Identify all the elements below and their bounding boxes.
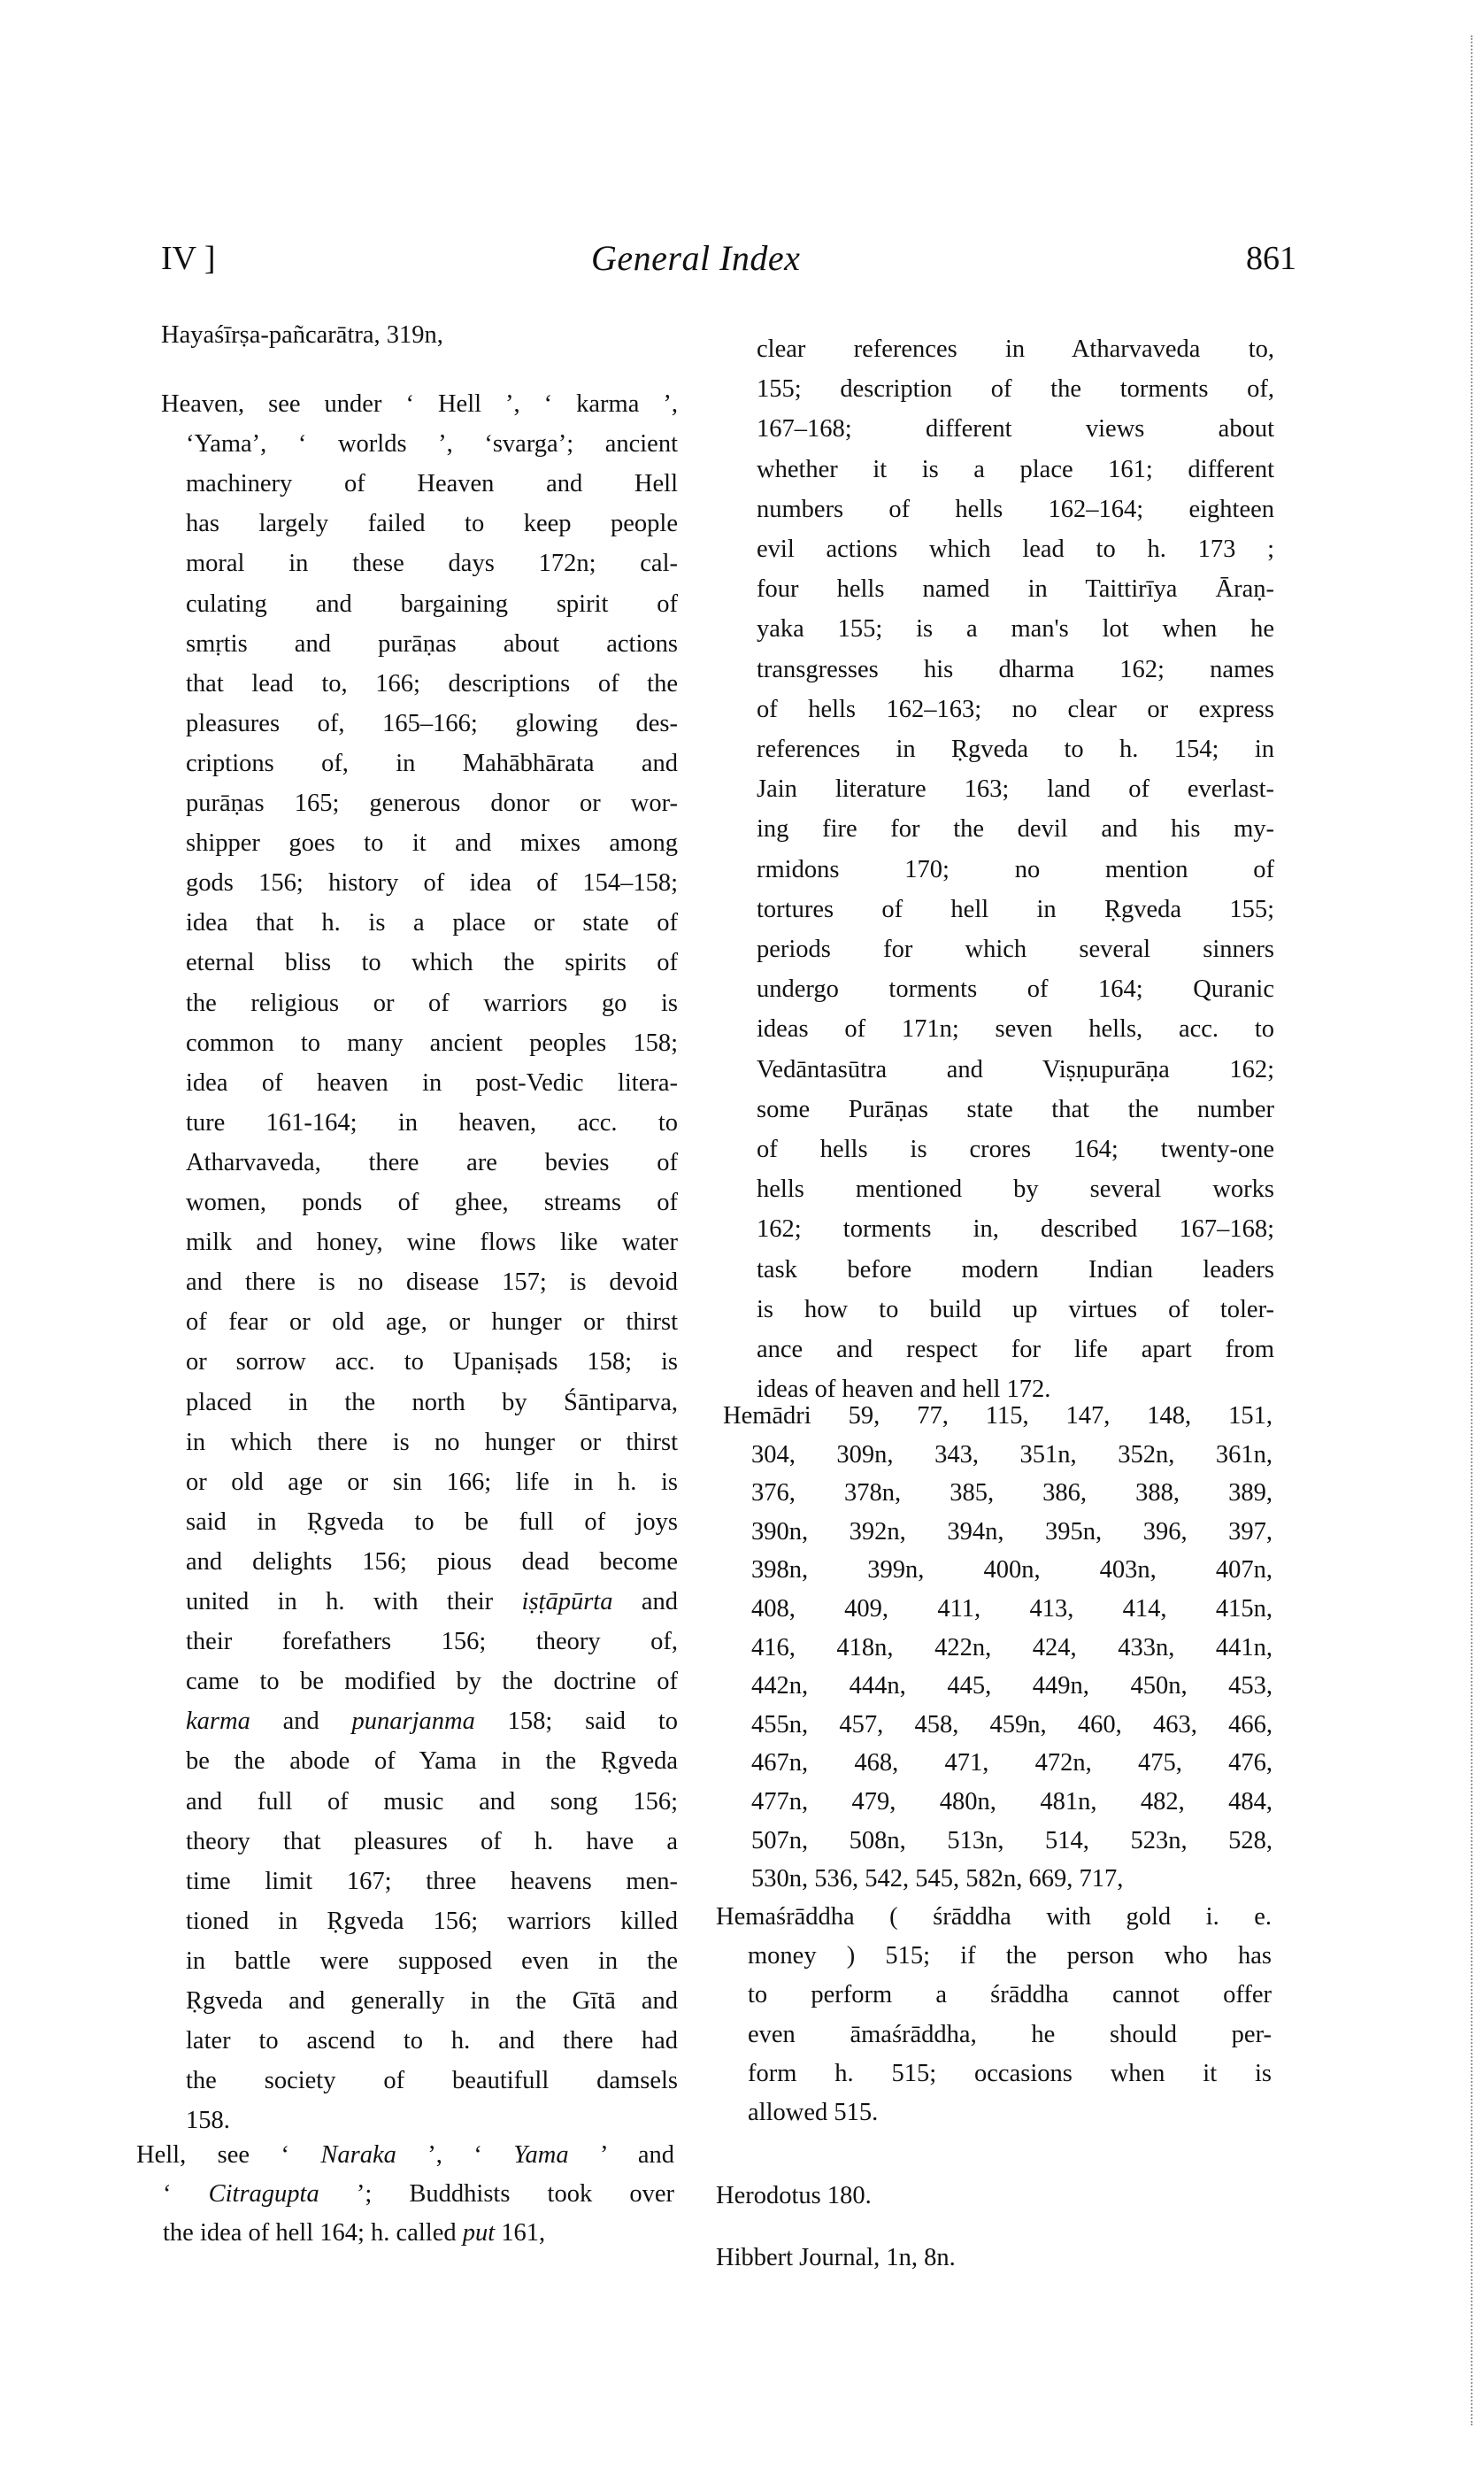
index-entry-headline: Hemaśrāddha ( śrāddha with gold i. e. <box>716 1903 1272 1931</box>
index-entry-headline: Hayaśīrṣa-pañcarātra, 319n, <box>161 321 443 349</box>
index-entry-line: the idea of hell 164; h. called put 161, <box>163 2219 546 2247</box>
index-entry-line: milk and honey, wine flows like water <box>186 1229 678 1257</box>
index-entry-line: has largely failed to keep people <box>186 510 678 538</box>
index-entry-line: machinery of Heaven and Hell <box>186 470 678 498</box>
index-entry-line: ‘Yama’, ‘ worlds ’, ‘svarga’; ancient <box>186 430 678 459</box>
index-entry-line: even āmaśrāddha, he should per- <box>748 2020 1272 2048</box>
index-entry-line: some Purāṇas state that the number <box>757 1095 1274 1123</box>
index-entry-line: the society of beautifull damsels <box>186 2067 678 2095</box>
index-entry-line: ture 161-164; in heaven, acc. to <box>186 1108 678 1137</box>
index-entry-line: the religious or of warriors go is <box>186 989 678 1017</box>
index-entry-line: ‘ Citragupta ’; Buddhists took over <box>163 2180 674 2208</box>
index-entry-line: 530n, 536, 542, 545, 582n, 669, 717, <box>751 1865 1124 1893</box>
index-entry-line: four hells named in Taittirīya Āraṇ- <box>757 575 1274 604</box>
index-entry-line: 158. <box>186 2107 230 2135</box>
running-title: General Index <box>591 238 801 278</box>
index-entry-line: 416, 418n, 422n, 424, 433n, 441n, <box>751 1633 1273 1661</box>
index-entry-line: 455n, 457, 458, 459n, 460, 463, 466, <box>751 1710 1273 1738</box>
index-entry-headline: Hibbert Journal, 1n, 8n. <box>716 2244 956 2271</box>
index-entry-line: theory that pleasures of h. have a <box>186 1827 678 1855</box>
index-entry-line: time limit 167; three heavens men- <box>186 1867 678 1895</box>
index-entry-line: rmidons 170; no mention of <box>757 855 1274 883</box>
index-entry-line: 442n, 444n, 445, 449n, 450n, 453, <box>751 1672 1273 1700</box>
index-entry-line: later to ascend to h. and there had <box>186 2027 678 2055</box>
index-entry-line: idea of heaven in post-Vedic litera- <box>186 1068 678 1097</box>
index-entry-line: Jain literature 163; land of everlast- <box>757 775 1274 804</box>
index-entry-headline: clear references in Atharvaveda to, <box>757 335 1274 363</box>
index-entry-line: money ) 515; if the person who has <box>748 1942 1272 1970</box>
index-entry-line: and delights 156; pious dead become <box>186 1547 678 1576</box>
index-entry-line: gods 156; history of idea of 154–158; <box>186 869 678 898</box>
index-entry-line: 507n, 508n, 513n, 514, 523n, 528, <box>751 1826 1273 1854</box>
index-entry-line: or old age or sin 166; life in h. is <box>186 1468 678 1496</box>
scan-edge-line <box>1471 35 1472 2425</box>
index-entry-line: 467n, 468, 471, 472n, 475, 476, <box>751 1749 1273 1777</box>
index-entry-line: placed in the north by Śāntiparva, <box>186 1388 678 1416</box>
index-entry-line: Ṛgveda and generally in the Gītā and <box>186 1987 678 2015</box>
index-entry-line: ideas of 171n; seven hells, acc. to <box>757 1015 1274 1044</box>
index-entry-line: came to be modified by the doctrine of <box>186 1668 678 1696</box>
index-entry-line: eternal bliss to which the spirits of <box>186 949 678 977</box>
index-entry-line: shipper goes to it and mixes among <box>186 829 678 858</box>
index-entry-line: ing fire for the devil and his my- <box>757 815 1274 844</box>
index-entry-line: tortures of hell in Ṛgveda 155; <box>757 895 1274 923</box>
index-entry-line: Vedāntasūtra and Viṣṇupurāṇa 162; <box>757 1055 1274 1083</box>
index-entry-line: periods for which several sinners <box>757 936 1274 963</box>
index-entry-line: of fear or old age, or hunger or thirst <box>186 1308 678 1337</box>
index-entry-line: is how to build up virtues of toler- <box>757 1295 1274 1323</box>
index-entry-line: criptions of, in Mahābhārata and <box>186 749 678 777</box>
index-entry-line: moral in these days 172n; cal- <box>186 550 678 578</box>
index-entry-line: 408, 409, 411, 413, 414, 415n, <box>751 1595 1273 1623</box>
index-entry-line: undergo torments of 164; Quranic <box>757 975 1274 1004</box>
index-entry-line: common to many ancient peoples 158; <box>186 1029 678 1057</box>
index-entry-line: hells mentioned by several works <box>757 1176 1274 1204</box>
index-entry-line: of hells is crores 164; twenty-one <box>757 1136 1274 1163</box>
index-entry-line: women, ponds of ghee, streams of <box>186 1189 678 1216</box>
index-entry-line: of hells 162–163; no clear or express <box>757 695 1274 723</box>
index-entry-line: ance and respect for life apart from <box>757 1336 1274 1363</box>
index-entry-line: evil actions which lead to h. 173 ; <box>757 536 1274 563</box>
index-entry-headline: Hell, see ‘ Naraka ’, ‘ Yama ’ and <box>136 2141 674 2169</box>
index-entry-headline: Hemādri 59, 77, 115, 147, 148, 151, <box>723 1402 1273 1430</box>
index-entry-line: culating and bargaining spirit of <box>186 590 678 618</box>
index-entry-line: 155; description of the torments of, <box>757 375 1274 404</box>
index-entry-line: ideas of heaven and hell 172. <box>757 1376 1051 1404</box>
page-number: 861 <box>1246 240 1296 277</box>
index-entry-line: and full of music and song 156; <box>186 1787 678 1816</box>
index-entry-line: Atharvaveda, there are bevies of <box>186 1148 678 1176</box>
index-entry-line: 304, 309n, 343, 351n, 352n, 361n, <box>751 1440 1273 1469</box>
index-entry-line: whether it is a place 161; different <box>757 455 1274 483</box>
index-entry-headline: Heaven, see under ‘ Hell ’, ‘ karma ’, <box>161 390 678 418</box>
index-entry-line: 162; torments in, described 167–168; <box>757 1215 1274 1244</box>
index-entry-line: yaka 155; is a man's lot when he <box>757 615 1274 644</box>
index-entry-line: purāṇas 165; generous donor or wor- <box>186 790 678 817</box>
index-entry-line: their forefathers 156; theory of, <box>186 1628 678 1656</box>
index-entry-line: and there is no disease 157; is devoid <box>186 1268 678 1297</box>
index-entry-line: or sorrow acc. to Upaniṣads 158; is <box>186 1348 678 1376</box>
index-entry-line: be the abode of Yama in the Ṛgveda <box>186 1747 678 1776</box>
index-entry-line: references in Ṛgveda to h. 154; in <box>757 736 1274 763</box>
index-entry-line: numbers of hells 162–164; eighteen <box>757 495 1274 523</box>
index-entry-line: that lead to, 166; descriptions of the <box>186 669 678 698</box>
index-entry-line: 398n, 399n, 400n, 403n, 407n, <box>751 1556 1273 1584</box>
index-entry-line: smṛtis and purāṇas about actions <box>186 629 678 658</box>
index-entry-line: to perform a śrāddha cannot offer <box>748 1981 1272 2009</box>
index-entry-line: in battle were supposed even in the <box>186 1947 678 1975</box>
index-entry-line: idea that h. is a place or state of <box>186 909 678 937</box>
index-entry-line: 167–168; different views about <box>757 415 1274 443</box>
index-entry-line: in which there is no hunger or thirst <box>186 1428 678 1456</box>
index-entry-line: tioned in Ṛgveda 156; warriors killed <box>186 1907 678 1935</box>
volume-marker: IV ] <box>161 240 216 277</box>
index-entry-line: said in Ṛgveda to be full of joys <box>186 1507 678 1536</box>
index-entry-headline: Herodotus 180. <box>716 2182 872 2209</box>
index-entry-line: 477n, 479, 480n, 481n, 482, 484, <box>751 1788 1273 1816</box>
index-entry-line: pleasures of, 165–166; glowing des- <box>186 709 678 737</box>
index-entry-line: 376, 378n, 385, 386, 388, 389, <box>751 1479 1273 1507</box>
index-entry-line: form h. 515; occasions when it is <box>748 2059 1272 2087</box>
index-entry-line: task before modern Indian leaders <box>757 1255 1274 1284</box>
index-entry-line: 390n, 392n, 394n, 395n, 396, 397, <box>751 1517 1273 1546</box>
index-entry-line: allowed 515. <box>748 2099 879 2126</box>
index-entry-line: karma and punarjanma 158; said to <box>186 1708 678 1736</box>
index-entry-line: transgresses his dharma 162; names <box>757 655 1274 683</box>
index-entry-line: united in h. with their iṣṭāpūrta and <box>186 1588 678 1615</box>
